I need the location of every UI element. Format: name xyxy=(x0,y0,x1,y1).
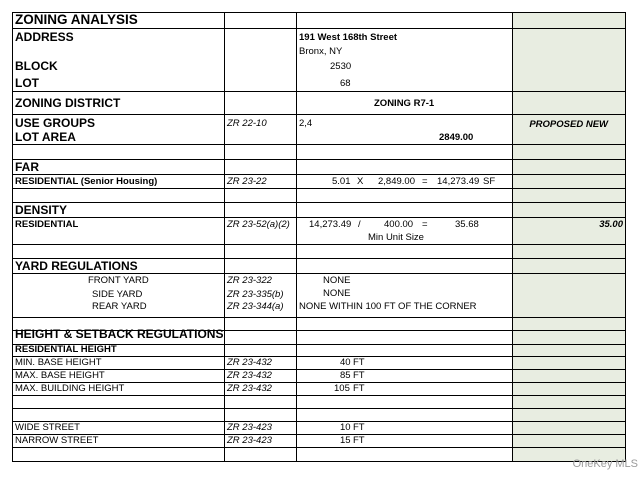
far-heading: FAR xyxy=(15,160,39,174)
max-building-height-ref: ZR 23-432 xyxy=(227,383,272,394)
density-ref: ZR 23-52(a)(2) xyxy=(227,219,290,230)
grid-line xyxy=(12,317,626,318)
use-groups-ref: ZR 22-10 xyxy=(227,118,267,129)
zoning-analysis-table xyxy=(12,12,626,462)
far-unit: SF xyxy=(483,176,496,187)
density-result: 35.68 xyxy=(455,219,479,230)
use-groups-value: 2,4 xyxy=(299,118,313,129)
grid-line xyxy=(12,217,626,218)
density-heading: DENSITY xyxy=(15,203,68,217)
min-base-height-ref: ZR 23-432 xyxy=(227,357,272,368)
front-yard-label: FRONT YARD xyxy=(88,275,149,286)
narrow-street-unit: FT xyxy=(353,435,365,446)
side-yard-ref: ZR 23-335(b) xyxy=(227,289,284,300)
lot-label: LOT xyxy=(15,76,39,90)
grid-line xyxy=(12,356,626,357)
rear-yard-ref: ZR 23-344(a) xyxy=(227,301,284,312)
density-operator: / xyxy=(358,219,361,230)
max-building-height-label: MAX. BUILDING HEIGHT xyxy=(15,383,125,394)
rear-yard-label: REAR YARD xyxy=(92,301,147,312)
max-base-height-value: 85 xyxy=(340,370,351,381)
page-title: ZONING ANALYSIS xyxy=(15,12,138,27)
max-building-height-unit: FT xyxy=(353,383,365,394)
max-base-height-unit: FT xyxy=(353,370,365,381)
density-proposed: 35.00 xyxy=(599,219,623,230)
narrow-street-ref: ZR 23-423 xyxy=(227,435,272,446)
density-unit-size: 400.00 xyxy=(384,219,414,230)
height-heading: HEIGHT & SETBACK REGULATIONS xyxy=(15,327,224,341)
far-equals: = xyxy=(422,176,428,187)
proposed-new-header: PROPOSED NEW xyxy=(529,119,608,130)
front-yard-ref: ZR 23-322 xyxy=(227,275,272,286)
grid-line xyxy=(12,159,626,160)
side-yard-label: SIDE YARD xyxy=(92,289,143,300)
grid-line xyxy=(12,91,626,92)
grid-line xyxy=(12,408,626,409)
zoning-district-label: ZONING DISTRICT xyxy=(15,96,121,110)
grid-line xyxy=(12,434,626,435)
grid-line xyxy=(12,114,626,115)
address-line1: 191 West 168th Street xyxy=(299,32,398,43)
wide-street-value: 10 xyxy=(340,422,351,433)
side-yard-value: NONE xyxy=(323,288,351,299)
grid-line xyxy=(12,395,626,396)
watermark: OneKey MLS xyxy=(572,458,638,470)
density-floor-area: 14,273.49 xyxy=(309,219,352,230)
max-base-height-ref: ZR 23-432 xyxy=(227,370,272,381)
density-note: Min Unit Size xyxy=(368,232,424,243)
narrow-street-value: 15 xyxy=(340,435,351,446)
lot-value: 68 xyxy=(340,78,351,89)
far-factor: 5.01 xyxy=(332,176,351,187)
max-building-height-value: 105 xyxy=(334,383,350,394)
address-label: ADDRESS xyxy=(15,30,74,44)
address-line2: Bronx, NY xyxy=(299,46,343,57)
block-value: 2530 xyxy=(330,61,352,72)
grid-line xyxy=(12,188,626,189)
min-base-height-value: 40 xyxy=(340,357,351,368)
residential-height-subheading: RESIDENTIAL HEIGHT xyxy=(15,344,117,355)
rear-yard-value: NONE WITHIN 100 FT OF THE CORNER xyxy=(299,301,477,312)
grid-line xyxy=(12,273,626,274)
far-operator: X xyxy=(357,176,364,187)
wide-street-label: WIDE STREET xyxy=(15,422,80,433)
grid-line xyxy=(12,28,626,29)
grid-line xyxy=(12,144,626,145)
yard-heading: YARD REGULATIONS xyxy=(15,259,138,273)
min-base-height-label: MIN. BASE HEIGHT xyxy=(15,357,102,368)
far-result: 14,273.49 xyxy=(437,176,480,187)
narrow-street-label: NARROW STREET xyxy=(15,435,99,446)
grid-line xyxy=(12,461,626,462)
grid-line xyxy=(12,447,626,448)
lot-area-label: LOT AREA xyxy=(15,130,76,144)
zoning-district-value: ZONING R7-1 xyxy=(374,98,435,109)
far-lot-area: 2,849.00 xyxy=(378,176,415,187)
grid-line xyxy=(12,244,626,245)
max-base-height-label: MAX. BASE HEIGHT xyxy=(15,370,105,381)
grid-line xyxy=(12,421,626,422)
wide-street-ref: ZR 23-423 xyxy=(227,422,272,433)
far-ref: ZR 23-22 xyxy=(227,176,267,187)
front-yard-value: NONE xyxy=(323,275,351,286)
wide-street-unit: FT xyxy=(353,422,365,433)
far-row-label: RESIDENTIAL (Senior Housing) xyxy=(15,176,158,187)
density-row-label: RESIDENTIAL xyxy=(15,219,79,230)
grid-line xyxy=(12,202,626,203)
grid-line xyxy=(12,174,626,175)
use-groups-label: USE GROUPS xyxy=(15,116,96,130)
block-label: BLOCK xyxy=(15,59,58,73)
min-base-height-unit: FT xyxy=(353,357,365,368)
lot-area-value: 2849.00 xyxy=(439,132,474,143)
density-equals: = xyxy=(422,219,428,230)
